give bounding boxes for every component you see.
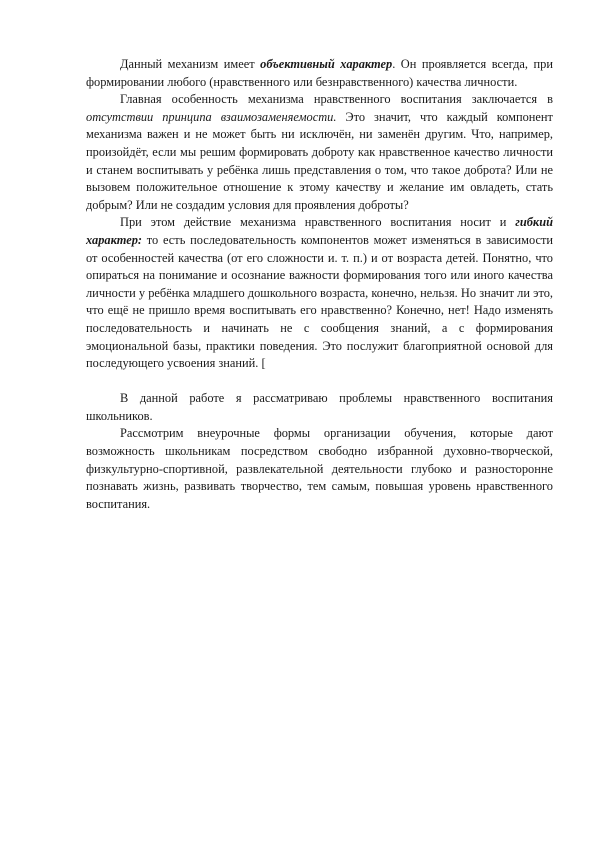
paragraph-extracurricular-forms (86, 425, 553, 513)
paragraph-text: В данной работе я рассматриваю проблемы нравственного воспитания школьников. (86, 391, 553, 423)
document-page (86, 56, 553, 513)
paragraph-main-feature (86, 91, 553, 214)
paragraph-flexible-character (86, 214, 553, 372)
paragraph-mechanism-objective (86, 56, 553, 91)
paragraph-text: Это значит, что каждый компонент механизма важен и не может быть ни исключён, ни заменён другим. Что, например, произойдёт, если мы решим формировать доброту как нравственное качество личности и станем воспитывать у ребёнка лишь представления о том, что такое доброта? Или не вызовем положительное отношение к этому качеству и желание им овладеть, стать добрым? Или не создадим условия для проявления доброты? (86, 109, 553, 212)
paragraph-this-work (86, 390, 553, 425)
paragraph-text: Главная особенность механизма нравственного воспитания заключается в (120, 92, 553, 107)
emphasis-text: объективный характер (260, 57, 393, 71)
paragraph-text: При этом действие механизма нравственного воспитания носит и (120, 215, 516, 230)
emphasis-text: отсутствии принципа взаимозаменяемости. (86, 109, 337, 124)
paragraph-text: . Он проявляется всегда, при формировании любого (нравственного или безнравственного) качества личности. (86, 57, 553, 89)
paragraph-text: Рассмотрим внеурочные формы организации обучения, которые дают возможность школьникам посредством свободно избранной духовно-творческой, физкультурно-спортивной, развлекательной деятельности глубоко и разносторонне познавать жизнь, развивать творчество, тем самым, повышая уровень нравственного воспитания. (86, 426, 553, 511)
emphasis-text: гибкий характер: (86, 215, 553, 247)
paragraph-text: то есть последовательность компонентов может изменяться в зависимости от особенностей качества (от его сложности и. т. п.) и от возраста детей. Понятно, что опираться на понимание и осознание важности формирования того или иного качества личности у ребёнка младшего дошкольного возраста, конечно, нельзя. Но значит ли это, что ещё не пришло время воспитывать его нравственно? Конечно, нет! Надо изменять последовательность и начинать не с сообщения знаний, а с формирования эмоциональной базы, практики поведения. Это послужит благоприятной основой для последующего усвоения знаний. [ (86, 232, 553, 371)
paragraph-text: Данный механизм имеет (120, 57, 261, 71)
